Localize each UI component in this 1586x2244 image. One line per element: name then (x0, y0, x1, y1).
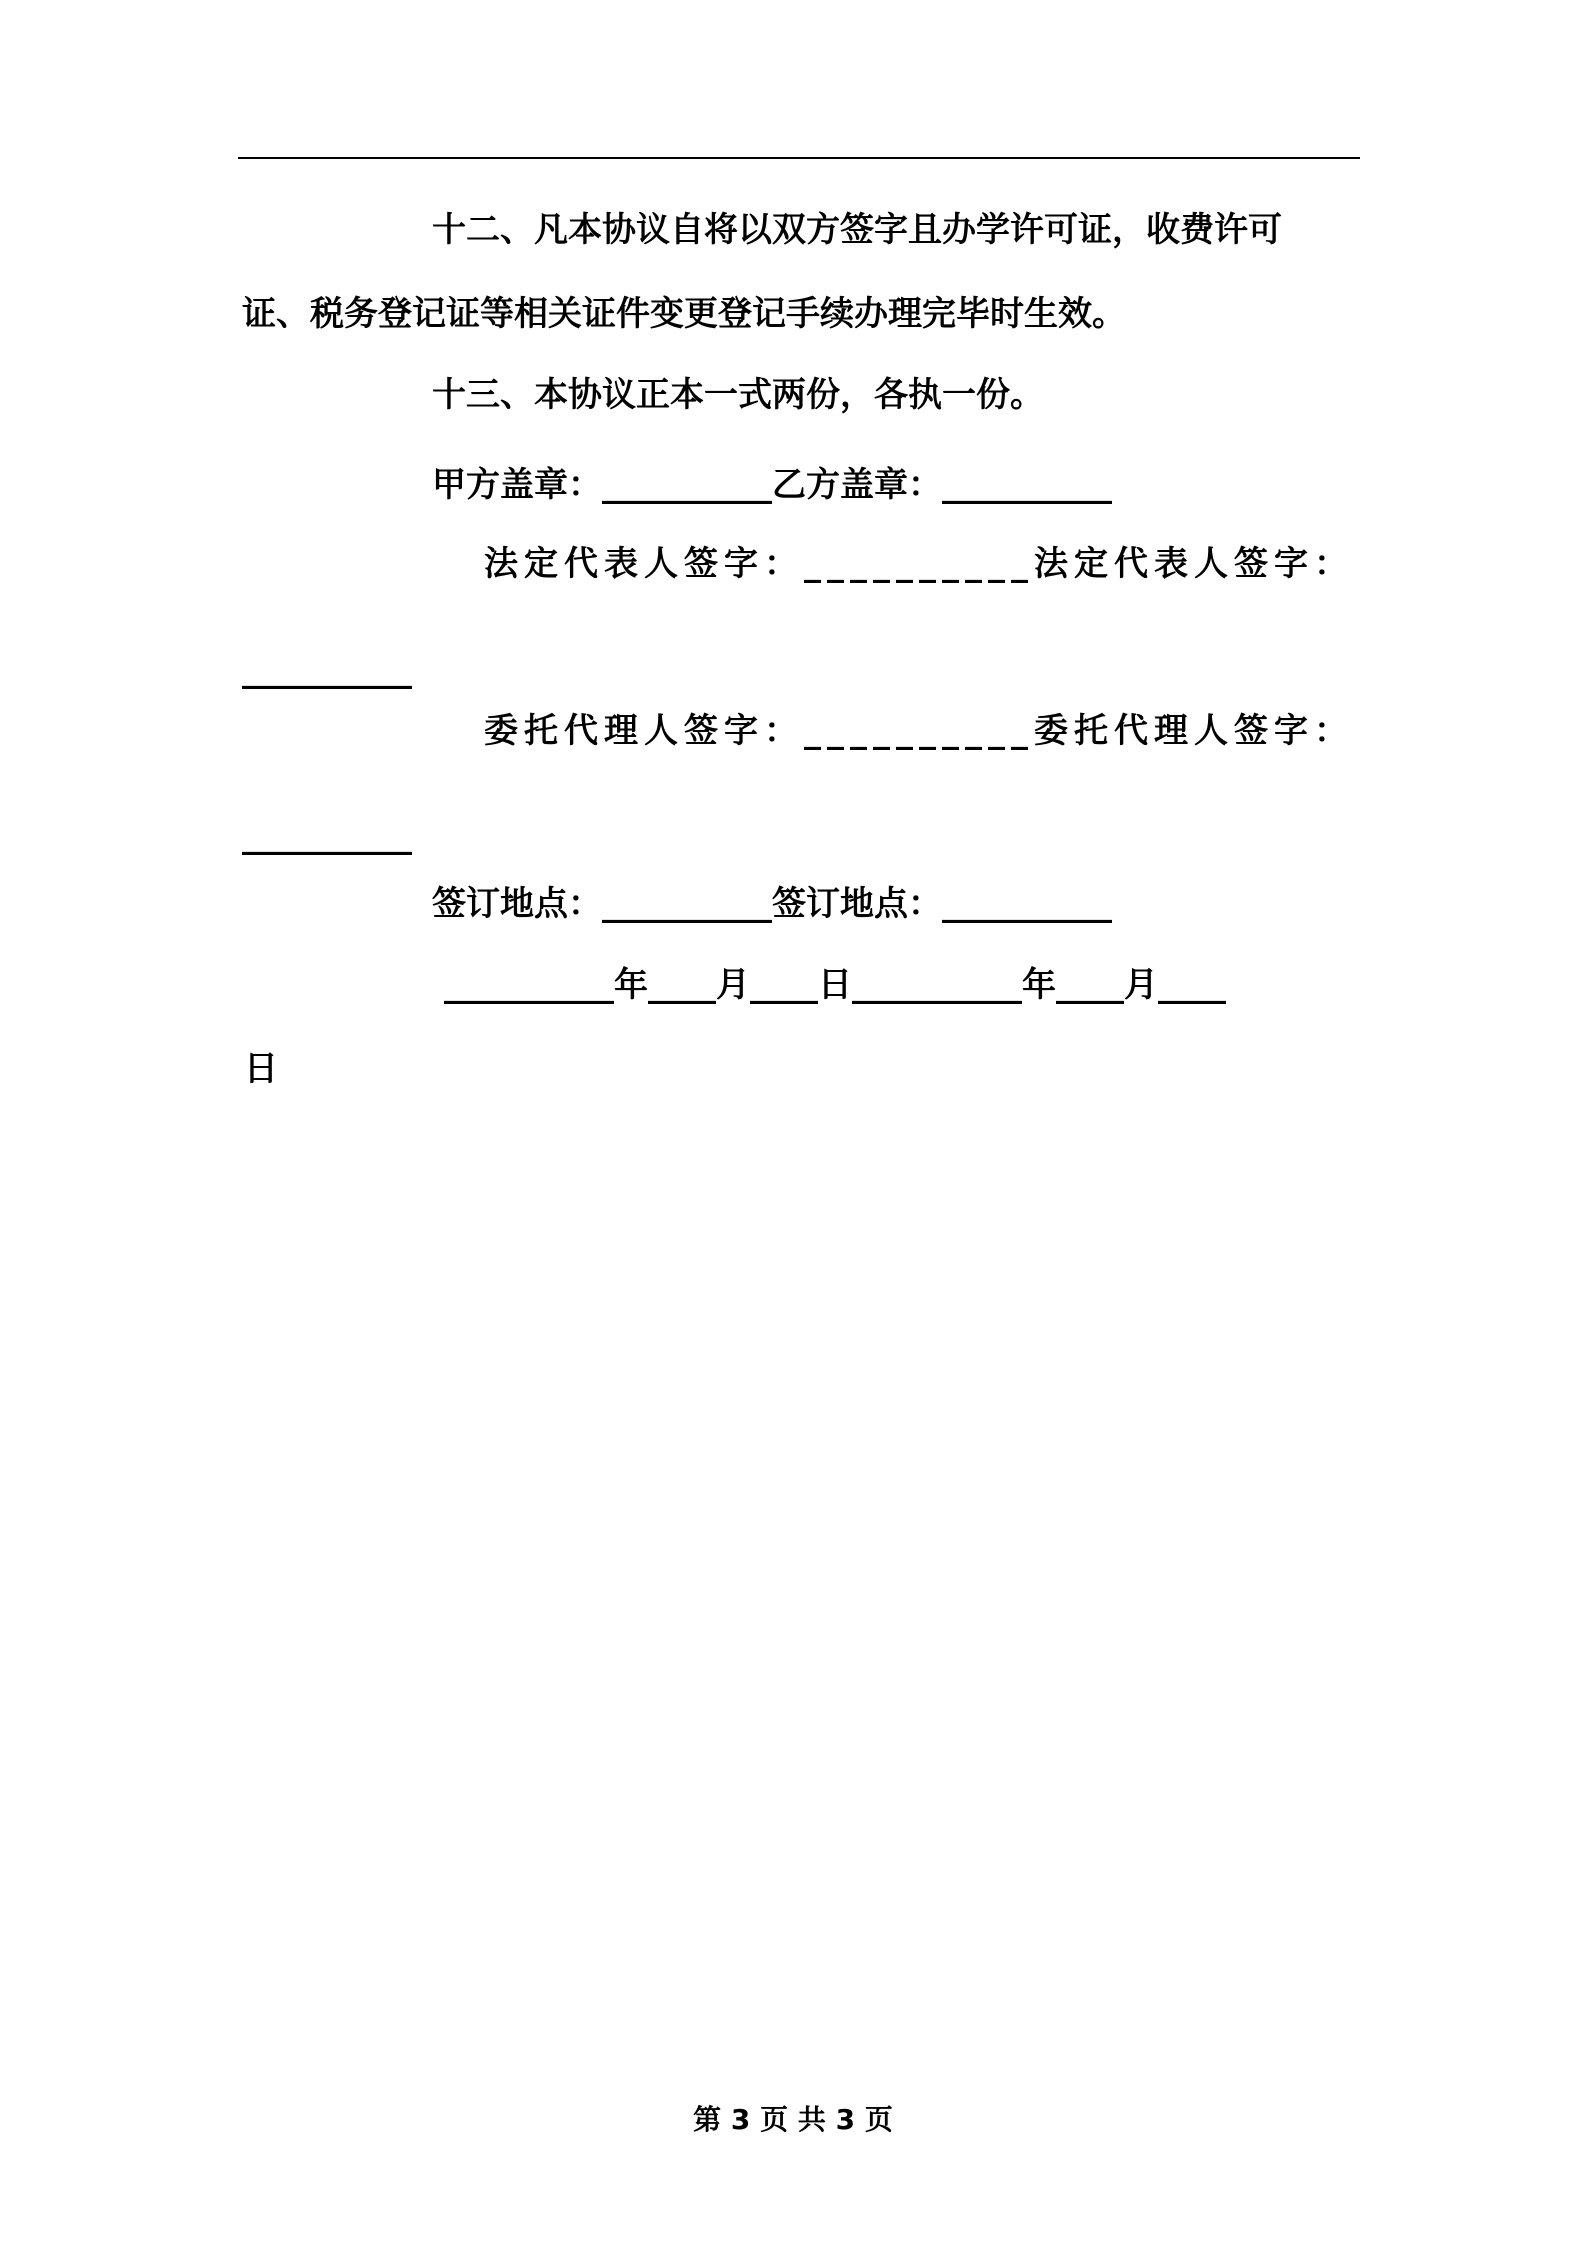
date-line-continuation: 日 (244, 1049, 278, 1089)
clause-12-line-2: 证、税务登记证等相关证件变更登记手续办理完毕时生效。 (242, 294, 1126, 334)
header-rule (238, 157, 1360, 159)
agent-signature-line: 委托代理人签字：__________委托代理人签字： (484, 711, 1354, 751)
page-number: 第 3 页 共 3 页 (693, 2103, 893, 2136)
date-line: __________年____月____日__________年____月____ (444, 965, 1226, 1005)
clause-13: 十三、本协议正本一式两份，各执一份。 (432, 375, 1044, 415)
agent-signature-blank: __________ (242, 816, 412, 856)
legal-representative-signature-line: 法定代表人签字：__________法定代表人签字： (484, 544, 1354, 584)
seal-line: 甲方盖章：__________乙方盖章：__________ (432, 465, 1112, 505)
legal-representative-signature-blank: __________ (242, 650, 412, 690)
clause-12-line-1: 十二、凡本协议自将以双方签字且办学许可证，收费许可 (432, 210, 1282, 250)
signing-place-line: 签订地点：__________签订地点：__________ (432, 884, 1112, 924)
